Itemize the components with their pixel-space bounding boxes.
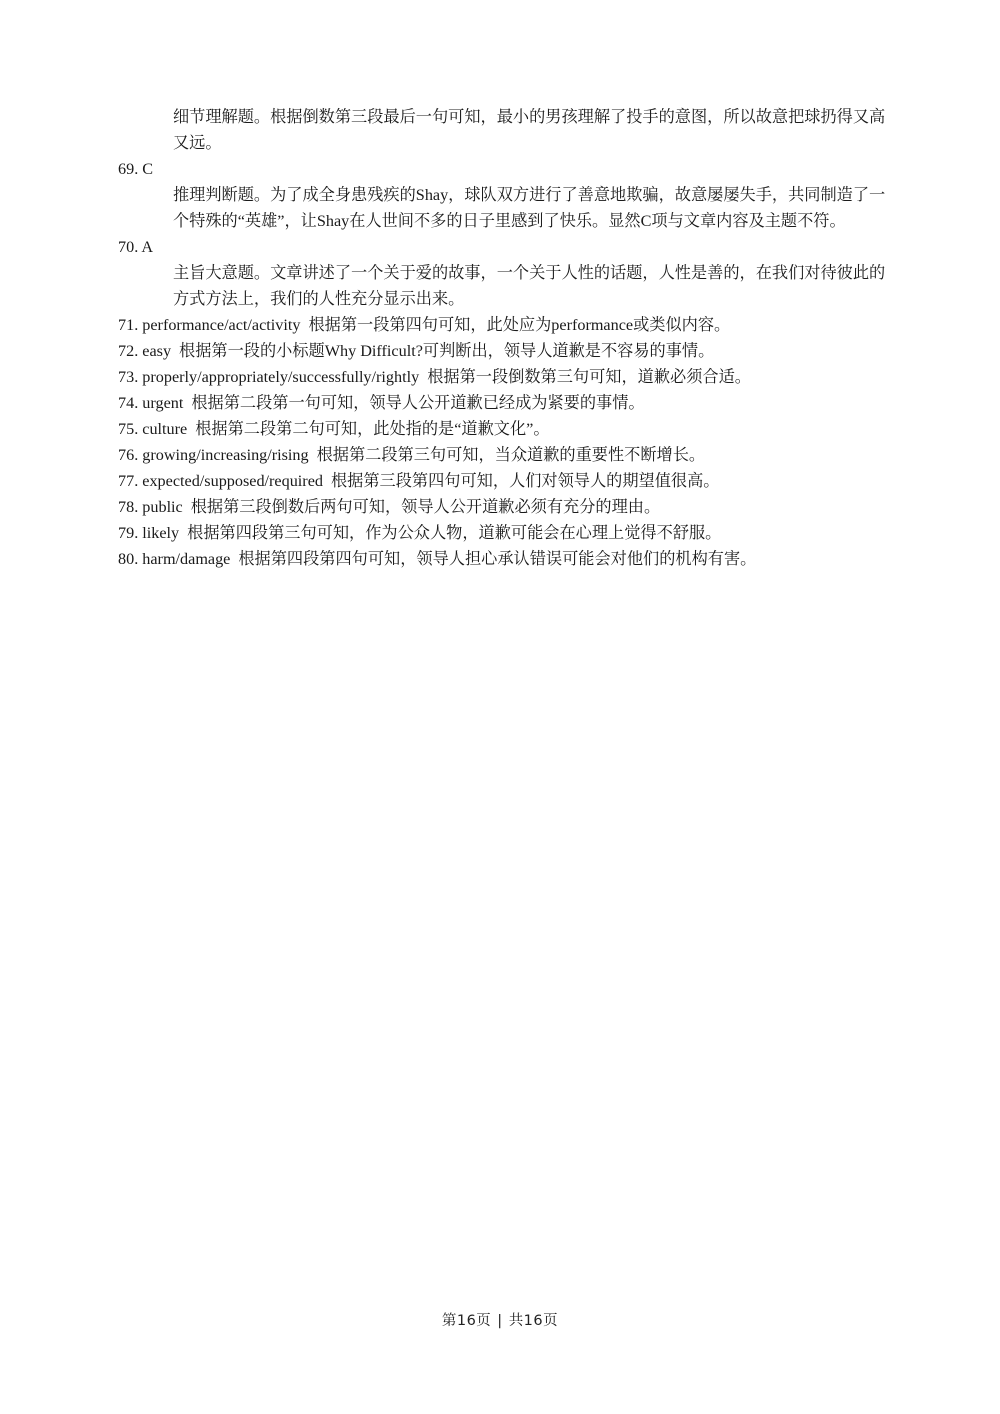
answer-word: likely (142, 524, 180, 542)
question-69-answer (118, 156, 900, 182)
answer-content (118, 104, 900, 572)
answer-word: easy (142, 342, 172, 360)
answer-explanation: 根据第四段第四句可知，领导人担心承认错误可能会对他们的机构有害。 (238, 550, 757, 568)
question-number: 77. (118, 472, 139, 490)
answer-79 (118, 520, 900, 546)
answer-explanation: 根据第一段倒数第三句可知，道歉必须合适。 (427, 368, 751, 386)
question-number: 74. (118, 394, 139, 412)
answer-word: expected/supposed/required (142, 472, 323, 490)
answer-explanation: 根据第一段第四句可知，此处应为performance或类似内容。 (308, 316, 731, 334)
question-number: 80. (118, 550, 139, 568)
total-pages: 共16页 (508, 1313, 559, 1329)
answer-77 (118, 468, 900, 494)
answer-80 (118, 546, 900, 572)
answer-word: harm/damage (142, 550, 231, 568)
answer-explanation: 根据第二段第三句可知，当众道歉的重要性不断增长。 (316, 446, 706, 464)
question-number: 78. (118, 498, 139, 516)
answer-word: properly/appropriately/successfully/rightly (142, 368, 420, 386)
answer-73 (118, 364, 900, 390)
answer-72 (118, 338, 900, 364)
footer-separator: | (497, 1313, 503, 1329)
question-number: 76. (118, 446, 139, 464)
answer-word: culture (142, 420, 188, 438)
answer-explanation: 根据第二段第一句可知，领导人公开道歉已经成为紧要的事情。 (191, 394, 645, 412)
answer-explanation: 根据第四段第三句可知，作为公众人物，道歉可能会在心理上觉得不舒服。 (187, 524, 722, 542)
answer-word: urgent (142, 394, 184, 412)
question-number: 72. (118, 342, 139, 360)
question-number: 70. (118, 238, 139, 256)
explanation-68: 细节理解题。根据倒数第三段最后一句可知，最小的男孩理解了投手的意图，所以故意把球扔得又高又远。 (173, 108, 886, 152)
page-footer (0, 1309, 1000, 1330)
answer-explanation: 根据第三段倒数后两句可知，领导人公开道歉必须有充分的理由。 (190, 498, 661, 516)
answer-76 (118, 442, 900, 468)
answer-explanation: 根据第二段第二句可知，此处指的是“道歉文化”。 (195, 420, 550, 438)
answer-71 (118, 312, 900, 338)
answer-word: growing/increasing/rising (142, 446, 309, 464)
question-70-answer (118, 234, 900, 260)
question-number: 71. (118, 316, 139, 334)
current-page: 第16页 (441, 1313, 492, 1329)
answer-explanation: 根据第三段第四句可知，人们对领导人的期望值很高。 (330, 472, 720, 490)
explanation-69: 推理判断题。为了成全身患残疾的Shay，球队双方进行了善意地欺骗，故意屡屡失手，共同制造了一个特殊的“英雄”，让Shay在人世间不多的日子里感到了快乐。显然C项与文章内容及主题不符。 (173, 186, 886, 230)
answer-explanation: 根据第一段的小标题Why Difficult?可判断出，领导人道歉是不容易的事情。 (179, 342, 715, 360)
answer-75 (118, 416, 900, 442)
answer-choice: A (141, 238, 154, 256)
question-number: 79. (118, 524, 139, 542)
answer-word: public (142, 498, 183, 516)
explanation-70: 主旨大意题。文章讲述了一个关于爱的故事，一个关于人性的话题，人性是善的，在我们对待彼此的方式方法上，我们的人性充分显示出来。 (173, 264, 886, 308)
answer-74 (118, 390, 900, 416)
question-number: 73. (118, 368, 139, 386)
answer-78 (118, 494, 900, 520)
question-number: 75. (118, 420, 139, 438)
question-number: 69. (118, 160, 139, 178)
answer-choice: C (142, 160, 154, 178)
answer-word: performance/act/activity (142, 316, 301, 334)
